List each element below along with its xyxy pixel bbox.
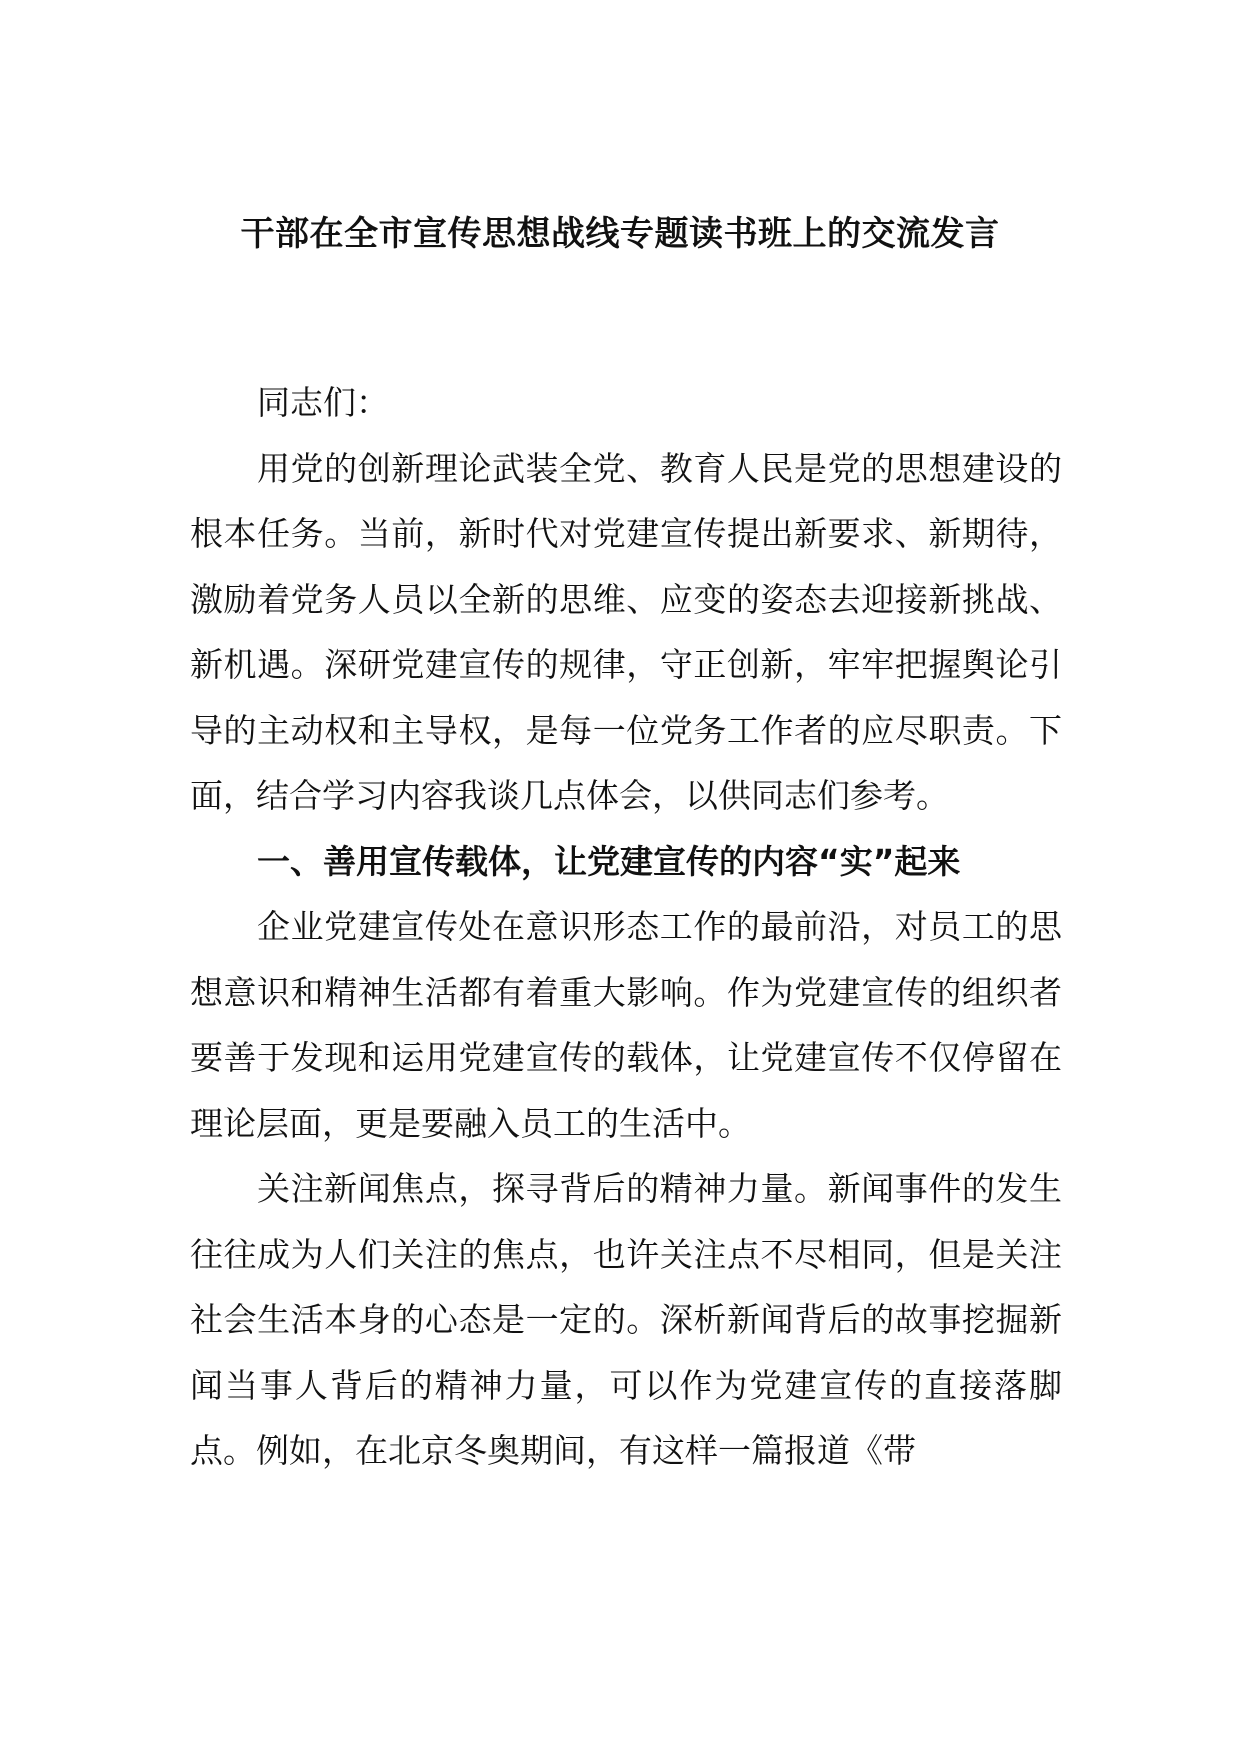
paragraph-news-focus: 关注新闻焦点，探寻背后的精神力量。新闻事件的发生往往成为人们关注的焦点，也许关注点不尽相同，但是关注社会生活本身的心态是一定的。深析新闻背后的故事挖掘新闻当事人背后的精神力量，可以作为党建宣传的直接落脚点。例如，在北京冬奥期间，有这样一篇报道《带 — [190, 1169, 1062, 1470]
paragraph-section-1: 企业党建宣传处在意识形态工作的最前沿，对员工的思想意识和精神生活都有着重大影响。作为党建宣传的组织者要善于发现和运用党建宣传的载体，让党建宣传不仅停留在理论层面，更是要融入员工的生活中。 — [190, 907, 1062, 1143]
paragraph-intro: 用党的创新理论武装全党、教育人民是党的思想建设的根本任务。当前，新时代对党建宣传提出新要求、新期待，激励着党务人员以全新的思维、应变的姿态去迎接新挑战、新机遇。深研党建宣传的规律，守正创新，牢牢把握舆论引导的主动权和主导权，是每一位党务工作者的应尽职责。下面，结合学习内容我谈几点体会，以供同志们参考。 — [190, 448, 1062, 815]
section-heading: 一、善用宣传载体，让党建宣传的内容“实”起来 — [257, 841, 961, 881]
greeting: 同志们： — [257, 383, 389, 422]
document-body — [190, 370, 1062, 1484]
document-title: 干部在全市宣传思想战线专题读书班上的交流发言 — [240, 214, 1000, 254]
